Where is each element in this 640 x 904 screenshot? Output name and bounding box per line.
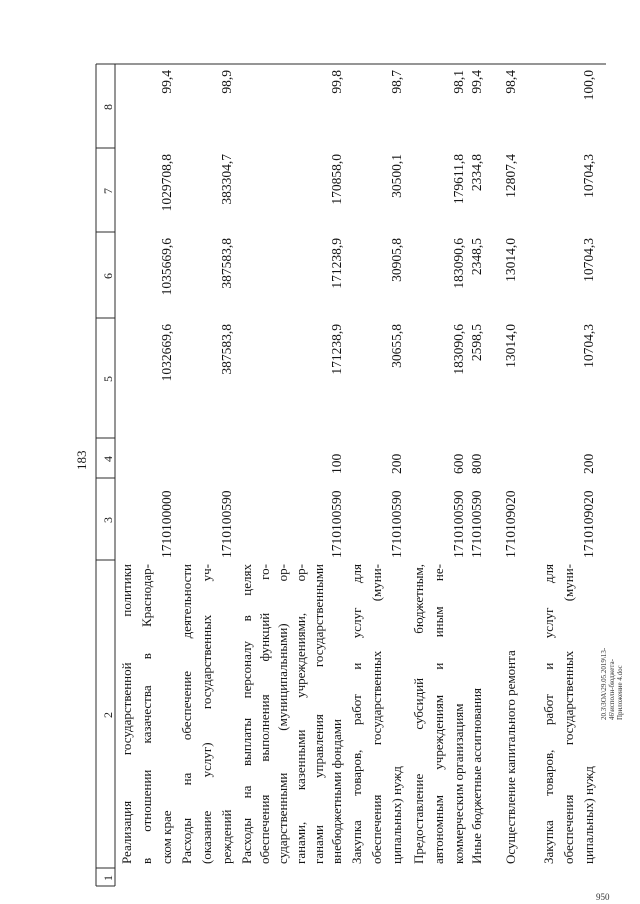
- row-3-name-line-1: Расходы на выплаты персоналу в целях: [239, 564, 254, 864]
- row-1-col-6: 1035669,6: [159, 238, 174, 296]
- row-5-name-line-2: автономным учреждениям и иным не-: [431, 564, 446, 864]
- row-8-vr: 200: [581, 453, 596, 474]
- row-1-name-line-3: ском крае: [159, 810, 174, 864]
- corner-mark: 950: [596, 892, 610, 902]
- row-1-name-line-1: Реализация государственной политики: [119, 564, 134, 864]
- row-1-code: 1710100000: [159, 490, 174, 558]
- row-7-col-8: 98,4: [503, 70, 518, 94]
- row-4-col-5: 30655,8: [389, 324, 404, 368]
- row-3-col-6: 171238,9: [329, 238, 344, 289]
- row-4-name-line-2: обеспечения государственных (муни-: [369, 564, 384, 864]
- row-7-col-6: 13014,0: [503, 238, 518, 282]
- row-4-name-line-3: ципальных) нужд: [389, 766, 404, 864]
- row-5-col-5: 183090,6: [451, 324, 466, 375]
- row-5-col-8: 98,1: [451, 70, 466, 94]
- row-2-name-line-2: (оказание услуг) государственных уч-: [199, 564, 214, 864]
- row-8-col-5: 10704,3: [581, 324, 596, 368]
- row-2-name-line-3: реждений: [219, 809, 234, 864]
- row-3-name-line-3: сударственными (муниципальными) ор-: [275, 564, 290, 864]
- column-header-5: 5: [101, 376, 115, 382]
- row-5-name-line-3: коммерческим организациям: [451, 703, 466, 864]
- row-8-name-line-1: Закупка товаров, работ и услуг для: [541, 564, 556, 864]
- row-1-col-7: 1029708,8: [159, 154, 174, 212]
- row-4-col-6: 30905,8: [389, 238, 404, 282]
- column-header-4: 4: [101, 456, 115, 462]
- row-8-name-line-2: обеспечения государственных (муни-: [561, 564, 576, 864]
- row-6-col-8: 99,4: [469, 70, 484, 94]
- column-header-8: 8: [101, 104, 115, 110]
- row-8-code: 1710109020: [581, 490, 596, 558]
- row-8-name-line-3: ципальных) нужд: [581, 766, 596, 864]
- row-7-col-5: 13014,0: [503, 324, 518, 368]
- row-3-name-line-6: внебюджетными фондами: [329, 719, 344, 864]
- column-header-6: 6: [101, 273, 115, 279]
- row-5-name-line-1: Предоставление субсидий бюджетным,: [411, 564, 426, 864]
- row-5-vr: 600: [451, 453, 466, 474]
- row-6-col-5: 2598,5: [469, 324, 484, 362]
- column-header-2: 2: [101, 712, 115, 718]
- row-5-code: 1710100590: [451, 490, 466, 558]
- row-6-col-7: 2334,8: [469, 154, 484, 192]
- row-3-vr: 100: [329, 453, 344, 474]
- row-5-col-7: 179611,8: [451, 154, 466, 205]
- row-8-col-7: 10704,3: [581, 154, 596, 198]
- row-2-col-5: 387583,8: [219, 324, 234, 375]
- row-8-col-8: 100,0: [581, 70, 596, 101]
- page-number: 183: [74, 450, 89, 470]
- row-2-col-7: 383304,7: [219, 154, 234, 205]
- row-3-col-7: 170858,0: [329, 154, 344, 205]
- row-6-col-6: 2348,5: [469, 238, 484, 276]
- row-3-name-line-2: обеспечения выполнения функций го-: [257, 564, 272, 864]
- column-header-3: 3: [101, 517, 115, 523]
- row-5-col-6: 183090,6: [451, 238, 466, 289]
- row-3-col-5: 171238,9: [329, 324, 344, 375]
- row-4-name-line-1: Закупка товаров, работ и услуг для: [349, 564, 364, 864]
- row-7-name-line-1: Осуществление капитального ремонта: [503, 650, 518, 864]
- row-3-name-line-4: ганами, казенными учреждениями, ор-: [293, 564, 308, 864]
- column-header-7: 7: [101, 188, 115, 194]
- row-3-name-line-5: ганами управления государственными: [311, 564, 326, 864]
- row-1-name-line-2: в отношении казачества в Краснодар-: [139, 564, 154, 864]
- row-2-name-line-1: Расходы на обеспечение деятельности: [179, 564, 194, 864]
- row-3-col-8: 99,8: [329, 70, 344, 94]
- row-6-code: 1710100590: [469, 490, 484, 558]
- footer-file-path: 20.3\ЗОА\29.05.2019\13-46\исполн-бюджета-Приложение 4.doc: [600, 647, 624, 720]
- row-4-col-8: 98,7: [389, 70, 404, 94]
- row-8-col-6: 10704,3: [581, 238, 596, 282]
- row-2-code: 1710100590: [219, 490, 234, 558]
- row-7-code: 1710109020: [503, 490, 518, 558]
- row-1-col-8: 99,4: [159, 70, 174, 94]
- row-1-col-5: 1032669,6: [159, 324, 174, 382]
- row-2-col-6: 387583,8: [219, 238, 234, 289]
- row-6-name-line-1: Иные бюджетные ассигнования: [469, 687, 484, 864]
- column-header-1: 1: [101, 875, 115, 881]
- row-7-col-7: 12807,4: [503, 154, 518, 198]
- row-6-vr: 800: [469, 453, 484, 474]
- row-2-col-8: 98,9: [219, 70, 234, 94]
- row-4-col-7: 30500,1: [389, 154, 404, 198]
- row-3-code: 1710100590: [329, 490, 344, 558]
- row-4-code: 1710100590: [389, 490, 404, 558]
- row-4-vr: 200: [389, 453, 404, 474]
